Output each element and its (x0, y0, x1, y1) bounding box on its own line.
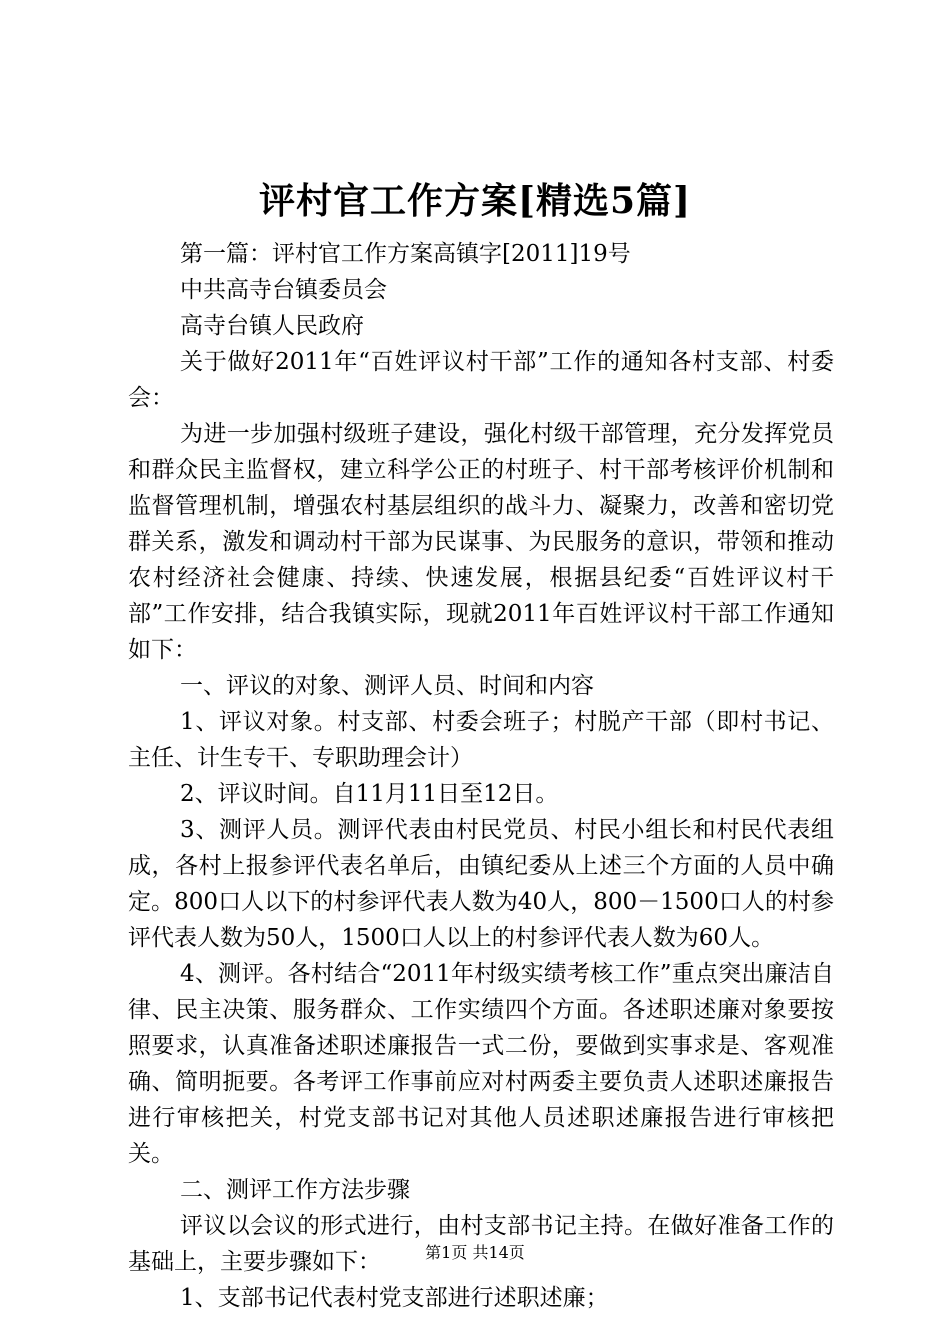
paragraph-9: 3、测评人员。测评代表由村民党员、村民小组长和村民代表组成，各村上报参评代表名单后，由镇纪委从上述三个方面的人员中确定。800口人以下的村参评代表人数为40人，800－1500口人的村参评代表人数为50人，1500口人以上的村参评代表人数为60人。 (128, 817, 834, 951)
page-number-footer: 第1页 共14页 (425, 1243, 525, 1262)
paragraph-1: 第一篇：评村官工作方案高镇字[2011]19号 (180, 241, 631, 267)
paragraph-13: 1、支部书记代表村党支部进行述职述廉； (180, 1285, 609, 1311)
document-body (128, 236, 834, 1316)
paragraph-12: 评议以会议的形式进行，由村支部书记主持。在做好准备工作的基础上，主要步骤如下： (128, 1213, 834, 1275)
document-title: 评村官工作方案[精选5篇] (258, 180, 692, 222)
paragraph-5: 为进一步加强村级班子建设，强化村级干部管理，充分发挥党员和群众民主监督权，建立科学公正的村班子、村干部考核评价机制和监督管理机制，增强农村基层组织的战斗力、凝聚力，改善和密切党群关系，激发和调动村干部为民谋事、为民服务的意识，带领和推动农村经济社会健康、持续、快速发展，根据县纪委“百姓评议村干部”工作安排，结合我镇实际，现就2011年百姓评议村干部工作通知如下： (128, 421, 834, 663)
paragraph-11: 二、测评工作方法步骤 (180, 1177, 410, 1203)
paragraph-2: 中共高寺台镇委员会 (180, 277, 387, 303)
paragraph-10: 4、测评。各村结合“2011年村级实绩考核工作”重点突出廉洁自律、民主决策、服务群众、工作实绩四个方面。各述职述廉对象要按照要求，认真准备述职述廉报告一式二份，要做到实事求是、客观准确、简明扼要。各考评工作事前应对村两委主要负责人述职述廉报告进行审核把关，村党支部书记对其他人员述职述廉报告进行审核把关。 (128, 961, 834, 1167)
paragraph-7: 1、评议对象。村支部、村委会班子；村脱产干部（即村书记、主任、计生专干、专职助理会计） (128, 709, 834, 771)
paragraph-4: 关于做好2011年“百姓评议村干部”工作的通知各村支部、村委会： (128, 349, 834, 411)
paragraph-6: 一、评议的对象、测评人员、时间和内容 (180, 673, 594, 699)
paragraph-3: 高寺台镇人民政府 (180, 313, 364, 339)
paragraph-8: 2、评议时间。自11月11日至12日。 (180, 781, 559, 807)
